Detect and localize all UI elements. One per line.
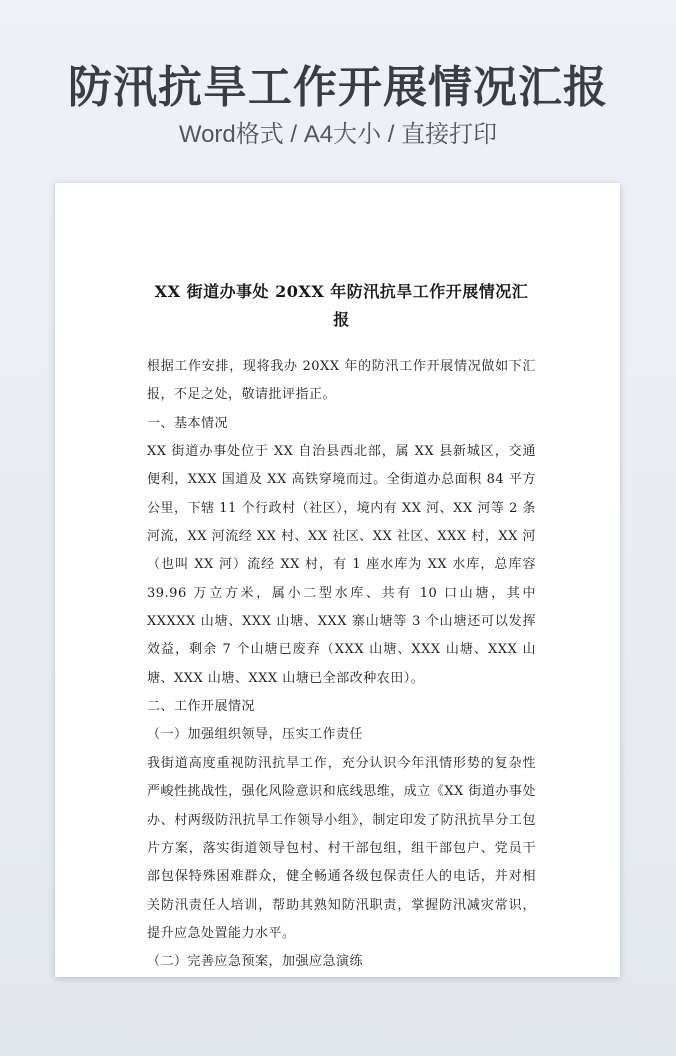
document-paragraph: 根据工作安排，现将我办 20XX 年的防汛工作开展情况做如下汇报，不足之处，敬请批评指正。 — [147, 359, 536, 403]
document-heading: 一、基本情况 — [147, 415, 229, 431]
page-subtitle: Word格式 / A4大小 / 直接打印 — [178, 121, 498, 148]
document-body — [147, 353, 536, 977]
document-heading: （一）加强组织领导，压实工作责任 — [147, 727, 364, 743]
document-page — [55, 183, 620, 977]
preview-header — [0, 62, 676, 149]
document-paragraph: 我街道高度重视防汛抗旱工作，充分认识今年汛情形势的复杂性严峻性挑战性，强化风险意识和底线思维，成立《XX 街道办事处办、村两级防汛抗旱工作领导小组》，制定印发了防汛抗旱分工包片方案，落实街道领导包村、村干部包组，组干部包户、党员干部包保特殊困难群众，健全畅通各级包保责任人的电话，并对相关防汛责任人培训，帮助其熟知防汛职责，掌握防汛减灾常识，提升应急处置能力水平。 — [147, 755, 536, 941]
document-heading: 二、工作开展情况 — [147, 699, 256, 715]
document-title: XX 街道办事处 20XX 年防汛抗旱工作开展情况汇报 — [154, 282, 529, 329]
document-heading: （二）完善应急预案，加强应急演练 — [147, 954, 364, 970]
document-paragraph: XX 街道办事处位于 XX 自治县西北部，属 XX 县新城区，交通便利，XXX 国道及 XX 高铁穿境而过。全街道办总面积 84 平方公里，下辖 11 个行政村（社区），境内有 XX 河、XX 河等 2 条河流，XX 河流经 XX 村、XX 社区、XX 社区、XXX 村，XX 河（也叫 XX 河）流经 XX 村，有 1 座水库为 XX 水库，总库容 39.96 万立方米，属小二型水库、共有 10 口山塘，其中 XXXXX 山塘、XXX 山塘、XXX 寨山塘等 3 个山塘还可以发挥效益，剩余 7 个山塘已废弃（XXX 山塘、XXX 山塘、XXX 山塘、XXX 山塘、XXX 山塘已全部改种农田）。 — [147, 444, 536, 686]
page-title: 防汛抗旱工作开展情况汇报 — [68, 63, 608, 112]
